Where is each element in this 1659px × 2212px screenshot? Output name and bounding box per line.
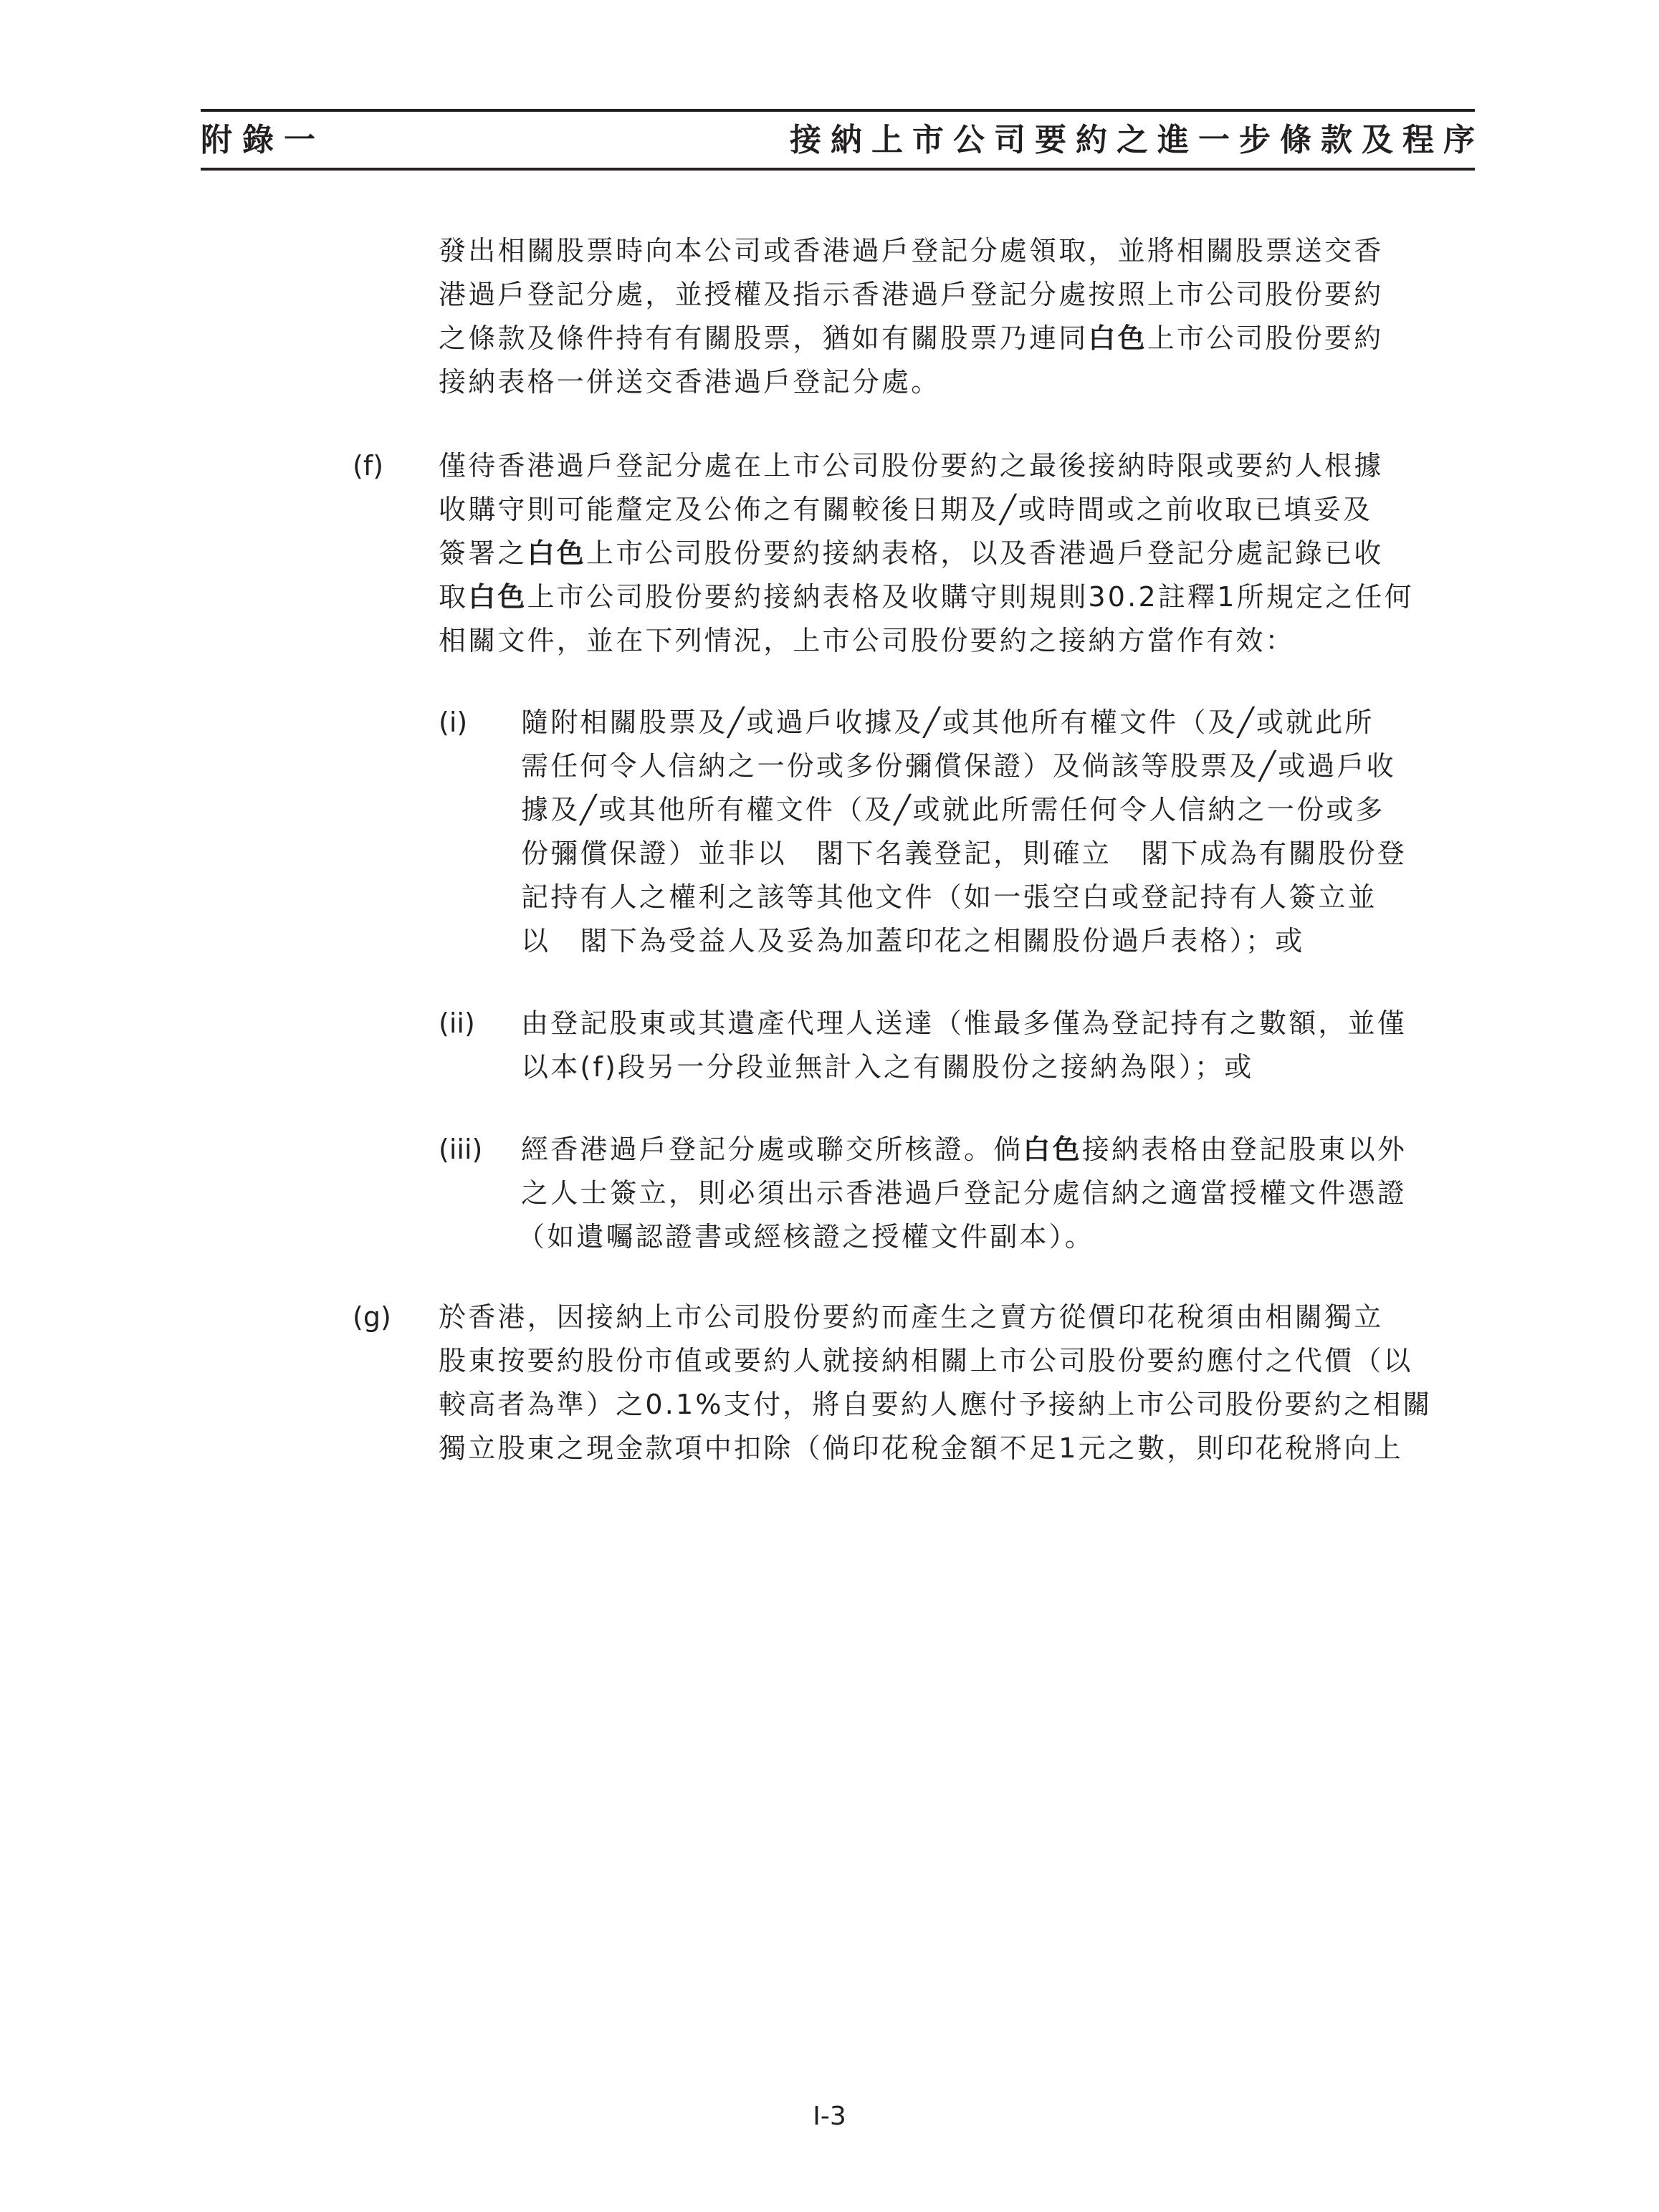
section-title: 接納上市公司要約之進一步條款及程序 <box>790 122 1484 158</box>
text-line: 收購守則可能釐定及公佈之有關較後日期及╱或時間或之前收取已填妥及 <box>439 494 1373 525</box>
text-line: 份彌償保證）並非以 閣下名義登記，則確立 閣下成為有關股份登 <box>521 838 1407 869</box>
subparagraph-label: (iii) <box>439 1134 483 1165</box>
text-line: 取白色上市公司股份要約接納表格及收購守則規則30.2註釋1所規定之任何 <box>439 581 1414 613</box>
text-line: 接納表格一併送交香港過戶登記分處。 <box>439 366 941 398</box>
text-line: 需任何令人信納之一份或多份彌償保證）及倘該等股票及╱或過戶收 <box>521 750 1396 782</box>
text-line: 以本(f)段另一分段並無計入之有關股份之接納為限）；或 <box>521 1051 1254 1083</box>
text-line: 由登記股東或其遺產代理人送達（惟最多僅為登記持有之數額，並僅 <box>521 1007 1407 1039</box>
text-line: 發出相關股票時向本公司或香港過戶登記分處領取，並將相關股票送交香 <box>439 235 1384 267</box>
text-line: 較高者為準）之0.1%支付，將自要約人應付予接納上市公司股份要約之相關 <box>439 1389 1433 1420</box>
text-line: 經香港過戶登記分處或聯交所核證。倘白色接納表格由登記股東以外 <box>521 1134 1407 1165</box>
text-line: 相關文件，並在下列情況，上市公司股份要約之接納方當作有效： <box>439 625 1295 656</box>
text-line: 之條款及條件持有有關股票，猶如有關股票乃連同白色上市公司股份要約 <box>439 322 1384 354</box>
page-header <box>201 109 1484 171</box>
text-line: 以 閣下為受益人及妥為加蓋印花之相關股份過戶表格）；或 <box>521 925 1305 957</box>
paragraph-label: (g) <box>353 1301 391 1333</box>
bold-white-form: 白色 <box>1088 322 1147 354</box>
subparagraph-label: (i) <box>439 707 468 738</box>
text-line: （如遺囑認證書或經核證之授權文件副本）。 <box>517 1221 1095 1253</box>
text-line: 股東按要約股份市值或要約人就接納相關上市公司股份要約應付之代價（以 <box>439 1345 1413 1376</box>
appendix-title: 附錄一 <box>201 122 325 158</box>
bold-white-form: 白色 <box>468 581 527 613</box>
text-line: 簽署之白色上市公司股份要約接納表格，以及香港過戶登記分處記錄已收 <box>439 537 1384 569</box>
bold-white-form: 白色 <box>527 537 587 569</box>
page-number: I-3 <box>813 2102 846 2131</box>
text-line: 記持有人之權利之該等其他文件（如一張空白或登記持有人簽立並 <box>521 881 1377 913</box>
text-line: 隨附相關股票及╱或過戶收據及╱或其他所有權文件（及╱或就此所 <box>521 707 1374 738</box>
text-line: 港過戶登記分處，並授權及指示香港過戶登記分處按照上市公司股份要約 <box>439 279 1384 310</box>
text-line: 之人士簽立，則必須出示香港過戶登記分處信納之適當授權文件憑證 <box>521 1177 1407 1209</box>
subparagraph-label: (ii) <box>439 1007 475 1039</box>
text-line: 僅待香港過戶登記分處在上市公司股份要約之最後接納時限或要約人根據 <box>439 450 1384 482</box>
bold-white-form: 白色 <box>1023 1134 1082 1165</box>
paragraph-label: (f) <box>353 450 384 482</box>
text-line: 據及╱或其他所有權文件（及╱或就此所需任何令人信納之一份或多 <box>521 794 1385 825</box>
text-line: 於香港，因接納上市公司股份要約而產生之賣方從價印花稅須由相關獨立 <box>439 1301 1384 1333</box>
text-line: 獨立股東之現金款項中扣除（倘印花稅金額不足1元之數，則印花稅將向上 <box>439 1432 1403 1464</box>
